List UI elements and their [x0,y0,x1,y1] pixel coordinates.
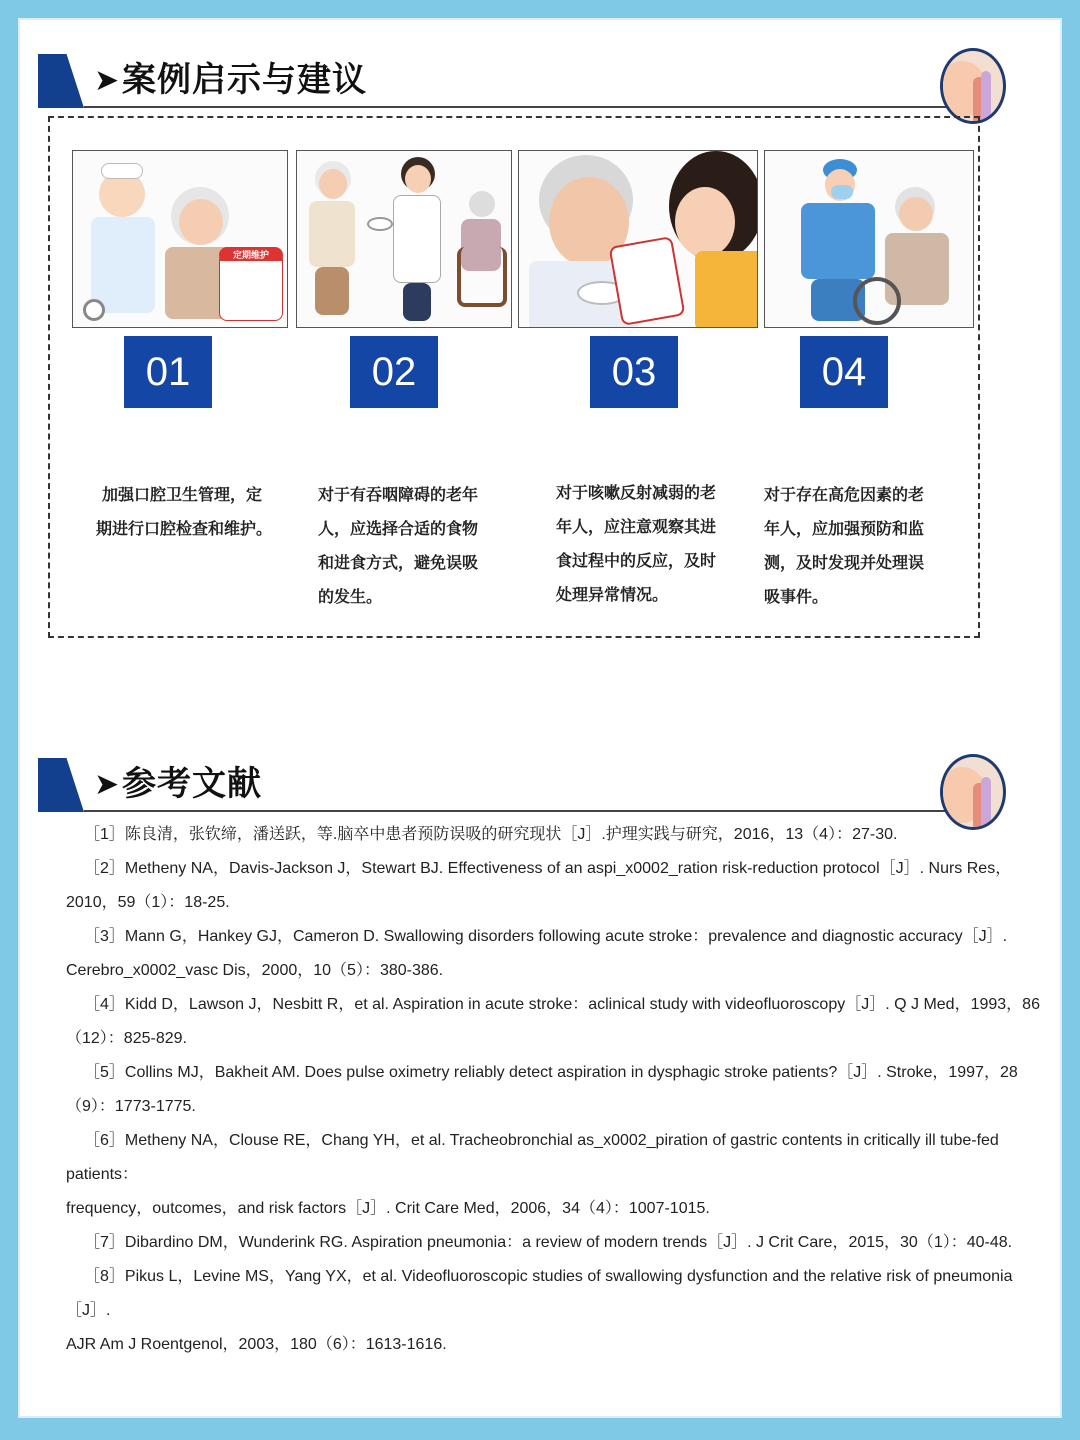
reference-line: （12）：825-829. [66,1030,187,1047]
reference-list [66,818,1040,1362]
caregiver-shirt-icon [695,251,758,328]
reference-line: （9）：1773-1775. [66,1098,196,1115]
arrow-icon: ➤ [94,767,120,802]
elder-face-icon [899,197,933,231]
tip-text-03: 对于咳嗽反射减弱的老 年人，应注意观察其进 食过程中的反应，及时 处理异常情况。 [556,483,717,604]
mask-icon [831,185,853,199]
caregiver-face-icon [675,187,735,257]
elder-face-icon [319,169,347,199]
reference-line: ［7］Dibardino DM，Wunderink RG. Aspiration pneumonia：a review of modern trends［J］. J Crit Care，2015，30（1）：40-48. [84,1234,1013,1251]
elder-pants-icon [315,267,349,315]
reference-line: ［1］陈良清，张钦缔，潘送跃，等.脑卒中患者预防误吸的研究现状［J］.护理实践与研究，2016，13（4）：27-30. [84,826,898,843]
heading-flag-icon [38,54,84,108]
calendar-label: 定期维护 [232,251,269,261]
wheelchair-icon [853,277,901,325]
tip-number-03: 03 [590,336,678,408]
illustration-observe-eating [518,150,758,328]
checklist-icon [609,236,686,326]
tip-text-04: 对于存在高危因素的老 年人，应加强预防和监 测，及时发现并处理误 吸事件。 [764,485,925,606]
seated-elder-head-icon [469,191,495,217]
nurse-cap-icon [101,163,143,179]
doctor-pants-icon [403,283,431,321]
reference-line: ［6］Metheny NA，Clouse RE，Chang YH，et al. Tracheobronchial as_x0002_piration of gastric contents in critically ill tube-fed [84,1132,999,1149]
nurse-uniform-icon [91,217,155,313]
heading-flag-icon [38,758,84,812]
tip-text-01: 加强口腔卫生管理，定 期进行口腔检查和维护。 [96,485,273,538]
reference-line: ［5］Collins MJ，Bakheit AM. Does pulse oximetry reliably detect aspiration in dysphagic stroke patients?［J］. Stroke，1997，28 [84,1064,1018,1081]
reference-line: ［2］Metheny NA，Davis-Jackson J，Stewart BJ. Effectiveness of an aspi_x0002_ration risk-reduction protocol［J］. Nurs Res， [84,860,1012,877]
section-title: 参考文献 [122,764,262,804]
tip-number-01: 01 [124,336,212,408]
illustration-monitoring [764,150,974,328]
chair-icon [457,247,507,307]
reference-line: patients： [66,1166,139,1183]
arrow-icon: ➤ [94,63,120,98]
calendar-icon [219,247,283,321]
throat-anatomy-icon [940,48,1006,124]
reference-line: ［3］Mann G，Hankey GJ，Cameron D. Swallowing disorders following acute stroke：prevalence and diagnostic accuracy［J］. [84,928,1008,945]
section-title: 案例启示与建议 [122,60,367,100]
reference-line: ［8］Pikus L，Levine MS，Yang YX，et al. Videofluoroscopic studies of swallowing dysfunction and the relative risk of pneumonia [84,1268,1013,1285]
illustration-diet-choice [296,150,512,328]
tip-number-04: 04 [800,336,888,408]
reference-line: 2010，59（1）：18-25. [66,894,230,911]
bowl-icon [367,217,393,231]
reference-line: Cerebro_x0002_vasc Dis，2000，10（5）：380-386. [66,962,444,979]
heading-rule [84,106,968,108]
reference-line: frequency，outcomes，and risk factors［J］. Crit Care Med，2006，34（4）：1007-1015. [66,1200,710,1217]
elder-shirt-icon [309,201,355,267]
tip-text-02: 对于有吞咽障碍的老年 人，应选择合适的食物 和进食方式，避免误吸 的发生。 [318,485,479,606]
doctor-face-icon [405,165,431,193]
throat-anatomy-icon [940,754,1006,830]
elder-face-icon [179,199,223,245]
section-heading-suggestions [38,54,968,110]
doctor-coat-icon [393,195,441,283]
heading-rule [84,810,968,812]
reference-line: ［4］Kidd D，Lawson J，Nesbitt R，et al. Aspiration in acute stroke：aclinical study with videofluoroscopy［J］. Q J Med，1993，86 [84,996,1040,1013]
nurse-scrubs-icon [801,203,875,279]
reference-line: ［J］. [66,1302,111,1319]
dental-mirror-icon [83,299,105,321]
section-heading-references [38,758,968,814]
illustration-oral-care [72,150,288,328]
reference-line: AJR Am J Roentgenol，2003，180（6）：1613-1616. [66,1336,447,1353]
tip-number-02: 02 [350,336,438,408]
